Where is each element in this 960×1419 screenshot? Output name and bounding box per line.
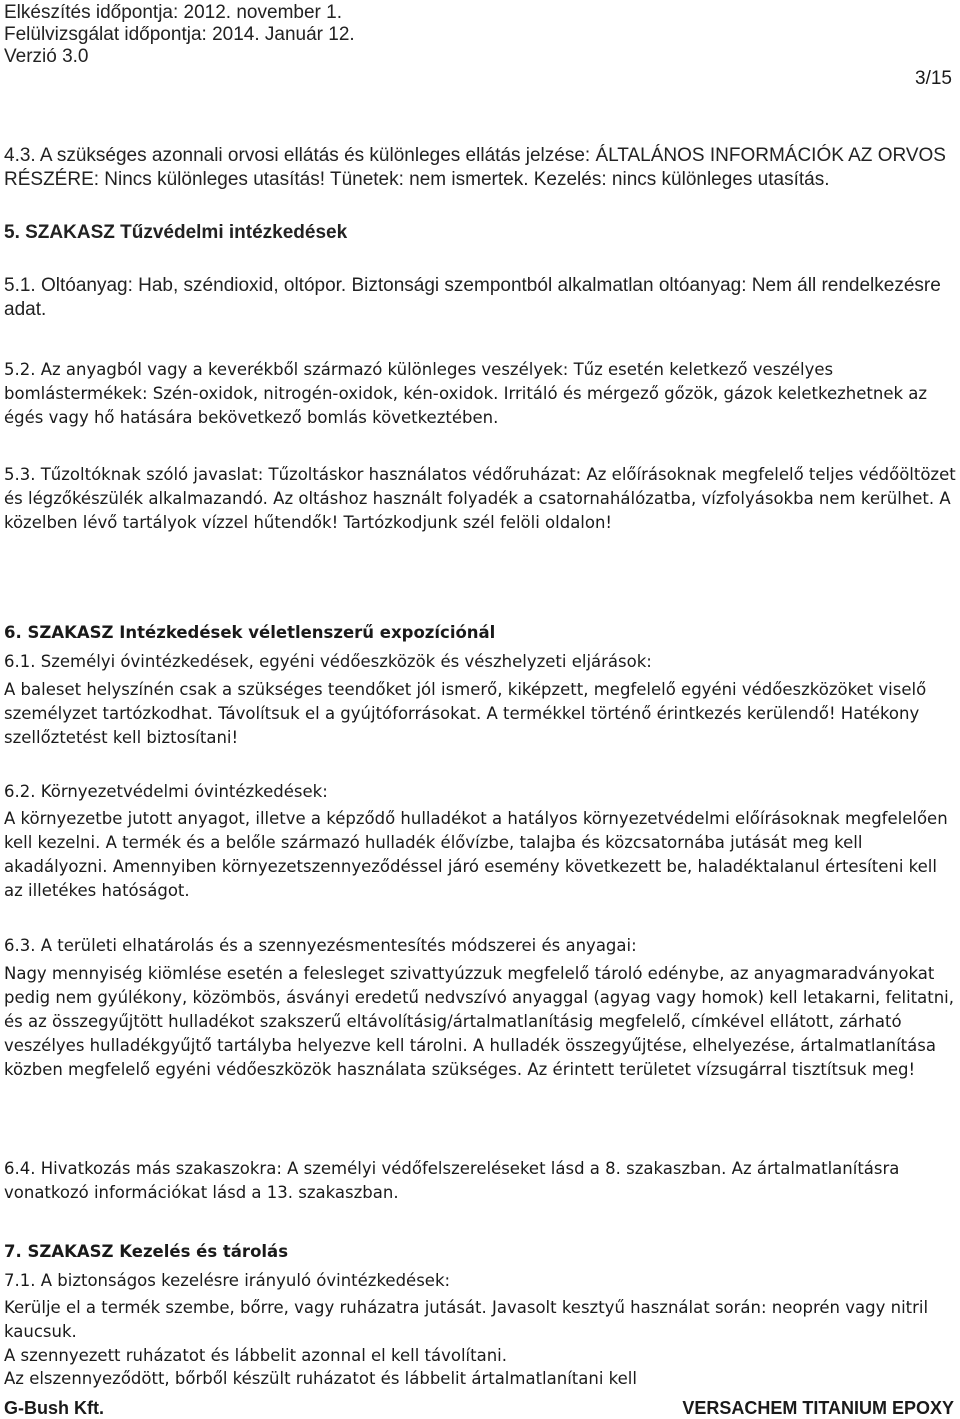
section-7-title: 7. SZAKASZ Kezelés és tárolás	[4, 1242, 289, 1261]
section-5-3: 5.3. Tűzoltóknak szóló javaslat: Tűzoltáskor használatos védőruházat: Az előírásoknak megfelelő teljes védőöltözet és légzőkészülék alkalmazandó. Az oltáshoz használt folyadék a csatornahálózatba, vízfolyásokba nem kerülhet. A közelben lévő tartályok vízzel hűtendők! Tartózkodjunk szél felöli oldalon!	[4, 465, 956, 532]
section-7-1-heading: 7.1. A biztonságos kezelésre irányuló óvintézkedések:	[4, 1271, 451, 1290]
section-6-2-body: A környezetbe jutott anyagot, illetve a képződő hulladékot a hatályos környezetvédelmi előírásoknak megfelelően kell kezelni. A termék és a belőle származó hulladék élővízbe, talajba és közcsatornába jutását meg kell akadályozni. Amennyiben környezetszennyeződéssel járó esemény következett be, haladéktalanul értesíteni kell az illetékes hatóságot.	[4, 809, 948, 900]
section-7-1-body-1: Kerülje el a termék szembe, bőrre, vagy ruházatra jutását. Javasolt kesztyű használat során: neoprén vagy nitril kaucsuk.	[4, 1298, 929, 1341]
section-7-1-body-2: A szennyezett ruházatot és lábbelit azonnal el kell távolítani.	[4, 1346, 508, 1365]
section-6-4: 6.4. Hivatkozás más szakaszokra: A személyi védőfelszereléseket lásd a 8. szakaszban. Az ártalmatlanításra vonatkozó információkat lásd a 13. szakaszban.	[4, 1159, 900, 1202]
section-6-title: 6. SZAKASZ Intézkedések véletlenszerű expozíciónál	[4, 623, 496, 642]
section-5-1: 5.1. Oltóanyag: Hab, széndioxid, oltópor. Biztonsági szempontból alkalmatlan oltóanyag: Nem áll rendelkezésre adat.	[4, 275, 941, 320]
version: Verzió 3.0	[4, 46, 89, 67]
section-4-3: 4.3. A szükséges azonnali orvosi ellátás és különleges ellátás jelzése: ÁLTALÁNOS INFORMÁCIÓK AZ ORVOS RÉSZÉRE: Nincs különleges utasítás! Tünetek: nem ismertek. Kezelés: nincs különleges utasítás.	[4, 145, 946, 190]
section-7-1-body-3: Az elszennyeződött, bőrből készült ruházatot és lábbelit ártalmatlanítani kell	[4, 1369, 637, 1388]
section-6-3-heading: 6.3. A területi elhatárolás és a szennyezésmentesítés módszerei és anyagai:	[4, 936, 637, 955]
footer-product: VERSACHEM TITANIUM EPOXY	[682, 1398, 954, 1418]
section-6-1-body: A baleset helyszínén csak a szükséges teendőket jól ismerő, kiképzett, megfelelő egyéni védőeszközöket viselő személyzet tartózkodhat. Távolítsuk el a gyújtóforrásokat. A termékkel történő érintkezés kerülendő! Hatékony szellőztetést kell biztosítani!	[4, 680, 927, 747]
section-6-2-heading: 6.2. Környezetvédelmi óvintézkedések:	[4, 782, 328, 801]
section-6-1-heading: 6.1. Személyi óvintézkedések, egyéni védőeszközök és vészhelyzeti eljárások:	[4, 652, 652, 671]
document-header	[4, 2, 956, 68]
page-number: 3/15	[915, 68, 952, 89]
created-date: Elkészítés időpontja: 2012. november 1.	[4, 2, 342, 23]
section-6-3-body: Nagy mennyiség kiömlése esetén a felesleget szivattyúzzuk megfelelő tároló edénybe, az anyagmaradványokat pedig nem gyúlékony, közömbös, ásványi eredetű nedvszívó anyaggal (agyag vagy homok) kell letakarni, felitatni, és az összegyűjtött hulladékot szakszerű eltávolításig/ártalmatlanításig megfelelő, címkével ellátott, zárható veszélyes hulladékgyűjtő tartályba helyezve kell tárolni. A hulladék összegyűjtése, elhelyezése, ártalmatlanítása közben megfelelő egyéni védőeszközök használata szükséges. Az érintett területet vízsugárral tisztítsuk meg!	[4, 964, 955, 1079]
revised-date: Felülvizsgálat időpontja: 2014. Január 12.	[4, 24, 355, 45]
section-5-2: 5.2. Az anyagból vagy a keverékből származó különleges veszélyek: Tűz esetén keletkező veszélyes bomlástermékek: Szén-oxidok, nitrogén-oxidok, kén-oxidok. Irritáló és mérgező gőzök, gázok keletkezhetnek az égés vagy hő hatására bekövetkező bomlás következtében.	[4, 360, 928, 427]
section-5-title: 5. SZAKASZ Tűzvédelmi intézkedések	[4, 222, 348, 243]
footer-company: G-Bush Kft.	[4, 1398, 104, 1418]
